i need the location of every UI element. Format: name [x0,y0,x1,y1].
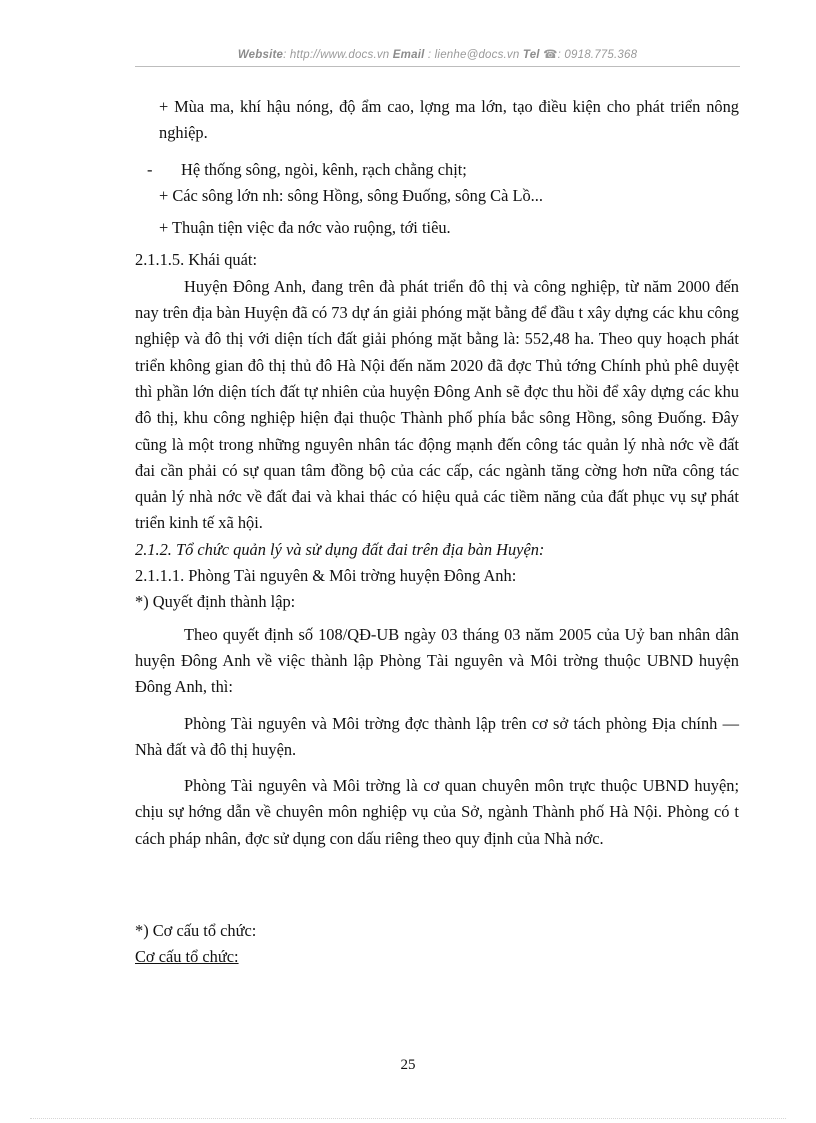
list-item-rivers [135,157,739,183]
heading-overview: 2.1.1.5. Khái quát: [135,250,258,270]
heading-structure: *) Cơ cấu tổ chức: [135,921,257,941]
paragraph-overview: Huyện Đông Anh, đang trên đà phát triển đô thị và công nghiệp, từ năm 2000 đến nay trên địa bàn Huyện đã có 73 dự án giải phóng mặt bằng để đầu t xây dựng các khu công nghiệp và đô thị với diện tích đất giải phóng mặt bằng là: 552,48 ha. Theo quy hoạch phát triển không gian đô thị thủ đô Hà Nội đến năm 2020 đã đợc Thủ tớng Chính phủ phê duyệt thì phần lớn diện tích đất tự nhiên của huyện Đông Anh sẽ đợc thu hồi để xây dựng các khu đô thị, khu công nghiệp hiện đại thuộc Thành phố phía bắc sông Hồng, sông Đuống. Đây cũng là một trong những nguyên nhân tác động mạnh đến công tác quản lý nhà nớc về đất đai cần phải có sự quan tâm đồng bộ của các cấp, các ngành tăng cờng hơn nữa công tác quản lý nhà nớc về đất đai và khai thác có hiệu quả các tiềm năng của đất phục vụ sự phát triển kinh tế xã hội. [135,276,739,533]
website-value: : http://www.docs.vn [283,49,390,61]
paragraph-climate: + Mùa ma, khí hậu nóng, độ ẩm cao, lợng ma lớn, tạo điều kiện cho phát triển nông nghiệp. [159,97,739,143]
paragraph-decision: Theo quyết định số 108/QĐ-UB ngày 03 tháng 03 năm 2005 của Uỷ ban nhân dân huyện Đông Anh về việc thành lập Phòng Tài nguyên và Môi trờng thuộc UBND huyện Đông Anh, thì: [135,624,739,697]
website-label: Website [237,49,284,61]
paragraph-formation: Phòng Tài nguyên và Môi trờng đợc thành lập trên cơ sở tách phòng Địa chính — Nhà đất và đô thị huyện. [135,713,739,759]
email-label: Email [392,49,425,61]
tel-value: : 0918.775.368 [557,49,638,61]
page-number: 25 [400,1057,416,1073]
heading-structure-underlined: Cơ cấu tổ chức: [135,947,239,967]
paragraph-major-rivers: + Các sông lớn nh: sông Hồng, sông Đuống, sông Cà Lồ... [159,185,543,205]
list-item-text: Hệ thống sông, ngòi, kênh, rạch chằng chịt; [181,159,467,179]
paragraph-irrigation: + Thuận tiện việc đa nớc vào ruộng, tới tiêu. [159,218,451,238]
footer-divider [30,1118,786,1119]
heading-establishment: *) Quyết định thành lập: [135,592,296,612]
phone-icon: ☎ [543,49,558,61]
heading-department: 2.1.1.1. Phòng Tài nguyên & Môi trờng huyện Đông Anh: [135,566,517,586]
document-body [135,94,739,971]
paragraph-department-role: Phòng Tài nguyên và Môi trờng là cơ quan chuyên môn trực thuộc UBND huyện; chịu sự hớng dẫn về chuyên môn nghiệp vụ của Sở, ngành Thành phố Hà Nội. Phòng có t cách pháp nhân, đợc sử dụng con dấu riêng theo quy định của Nhà nớc. [135,776,739,848]
email-value: : lienhe@docs.vn [427,49,520,61]
dash-bullet-icon: - [147,159,153,179]
heading-land-management: 2.1.2. Tổ chức quản lý và sử dụng đất đai trên địa bàn Huyện: [135,539,545,559]
header-divider [135,66,740,67]
tel-label: Tel [522,49,540,61]
page-header [135,47,740,61]
